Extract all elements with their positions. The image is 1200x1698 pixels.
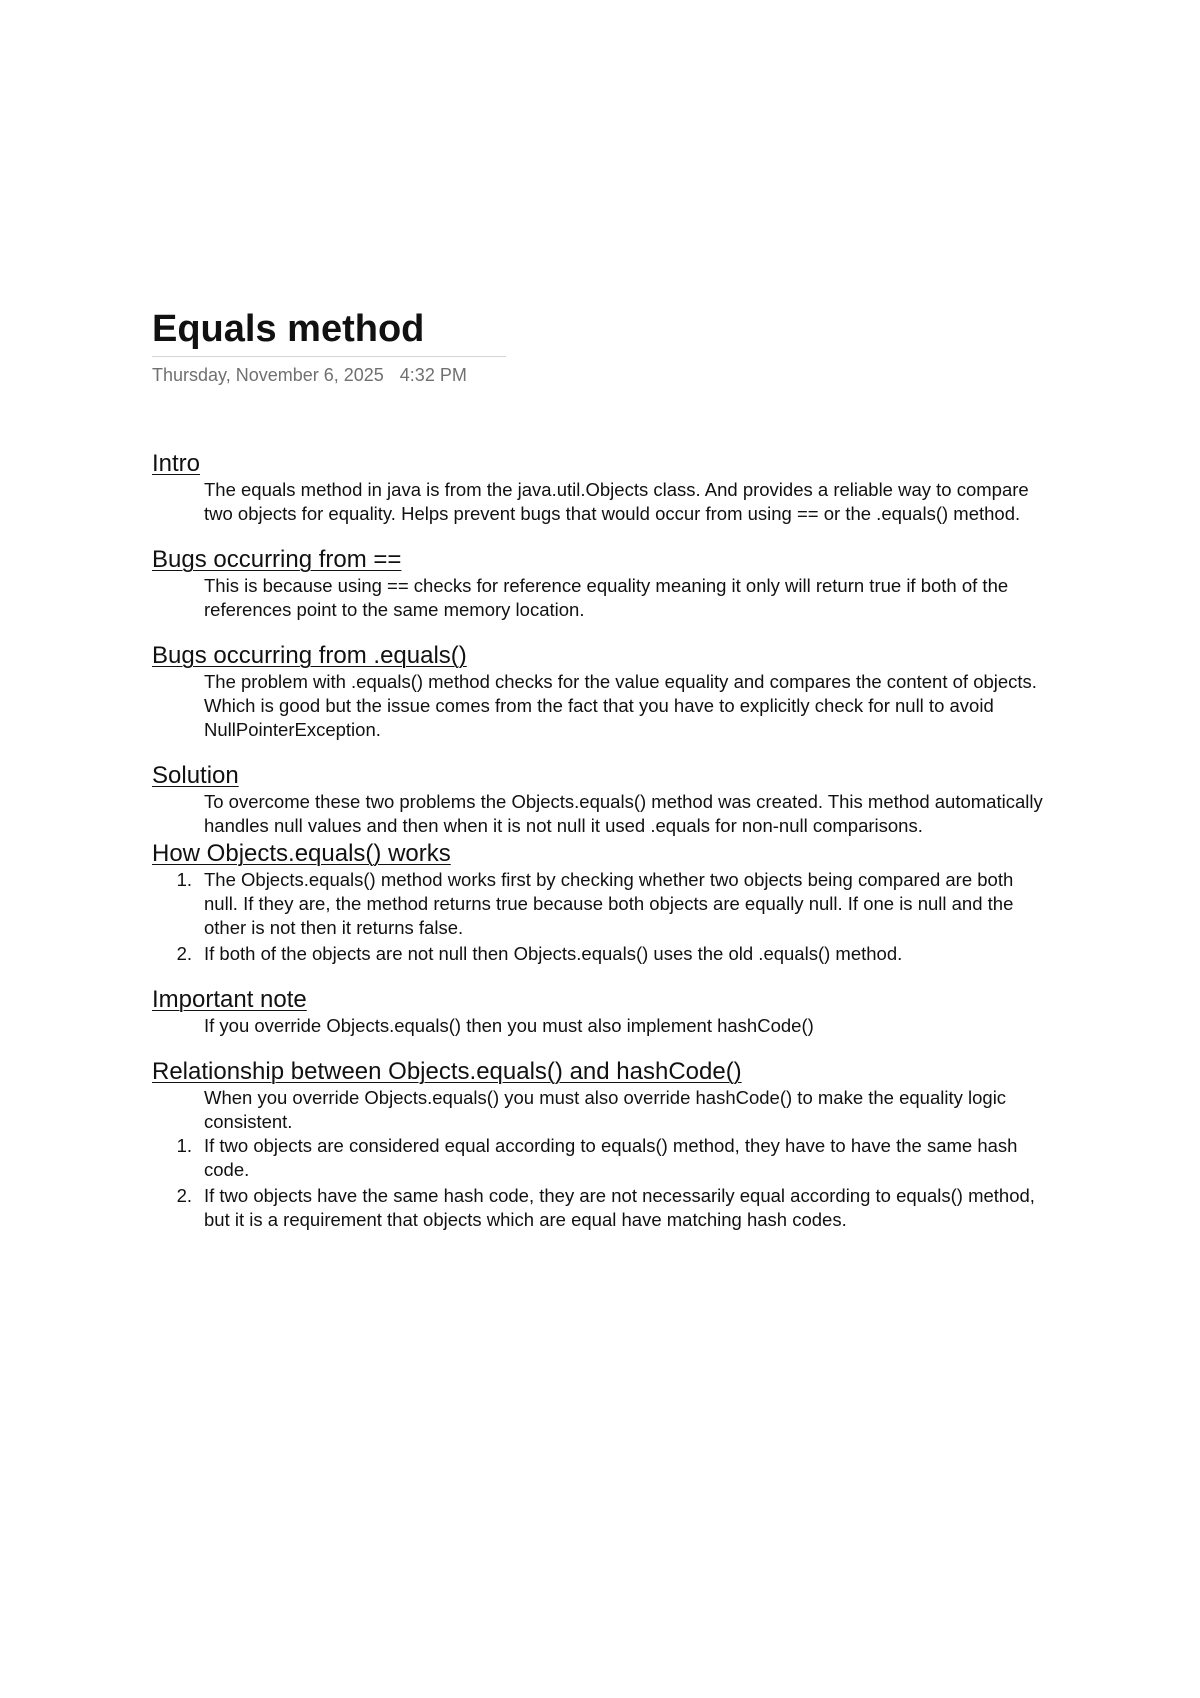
section-heading: Relationship between Objects.equals() and hashCode() <box>152 1058 742 1085</box>
list-number: 1. <box>176 869 192 890</box>
page-title: Equals method <box>152 306 506 357</box>
list-item-text: If both of the objects are not null then Objects.equals() uses the old .equals() method. <box>204 943 903 964</box>
timestamp <box>152 365 506 386</box>
list-item-text: The Objects.equals() method works first by checking whether two objects being compared are both null. If they are, the method returns true because both objects are equally null. If one is null and the other is not then it returns false. <box>204 869 1014 938</box>
section-heading: Bugs occurring from .equals() <box>152 642 467 669</box>
section-heading: Important note <box>152 986 307 1013</box>
section-text: If you override Objects.equals() then you must also implement hashCode() <box>204 1015 814 1036</box>
section-solution <box>152 762 1052 838</box>
section-text: The problem with .equals() method checks for the value equality and compares the content of objects. Which is good but the issue comes from the fact that you have to explicitly check for null to avoid NullPointerException. <box>204 671 1037 740</box>
section-heading: Intro <box>152 450 201 477</box>
list-number: 1. <box>176 1135 192 1156</box>
list-number: 2. <box>176 943 192 964</box>
list-item-text: If two objects have the same hash code, they are not necessarily equal according to equals() method, but it is a requirement that objects which are equal have matching hash codes. <box>204 1185 1035 1230</box>
list-item-text: If two objects are considered equal according to equals() method, they have to have the same hash code. <box>204 1135 1018 1180</box>
section-text: This is because using == checks for reference equality meaning it only will return true if both of the references point to the same memory location. <box>204 575 1009 620</box>
section-text: The equals method in java is from the java.util.Objects class. And provides a reliable way to compare two objects for equality. Helps prevent bugs that would occur from using == or the .equals() method. <box>204 479 1029 524</box>
list-item <box>176 1134 1044 1182</box>
list-item <box>176 942 1044 966</box>
numbered-list <box>152 1134 1044 1232</box>
numbered-list <box>152 868 1044 966</box>
list-item <box>176 868 1044 940</box>
section-important-note <box>152 986 1052 1038</box>
list-item <box>176 1184 1044 1232</box>
title-block <box>152 306 506 386</box>
date-text: Thursday, November 6, 2025 <box>152 365 384 385</box>
section-heading: How Objects.equals() works <box>152 840 451 867</box>
section-bugs-eq <box>152 546 1052 622</box>
section-text: When you override Objects.equals() you must also override hashCode() to make the equality logic consistent. <box>204 1087 1007 1132</box>
section-text: To overcome these two problems the Objects.equals() method was created. This method automatically handles null values and then when it is not null it used .equals for non-null comparisons. <box>204 791 1043 836</box>
section-intro <box>152 450 1052 526</box>
section-bugs-equals <box>152 642 1052 742</box>
time-text: 4:32 PM <box>399 365 467 385</box>
section-heading: Solution <box>152 762 239 789</box>
section-relationship <box>152 1058 1052 1232</box>
list-number: 2. <box>176 1185 192 1206</box>
section-heading: Bugs occurring from == <box>152 546 402 573</box>
section-how-works <box>152 840 1052 966</box>
note-content <box>152 450 1052 1252</box>
